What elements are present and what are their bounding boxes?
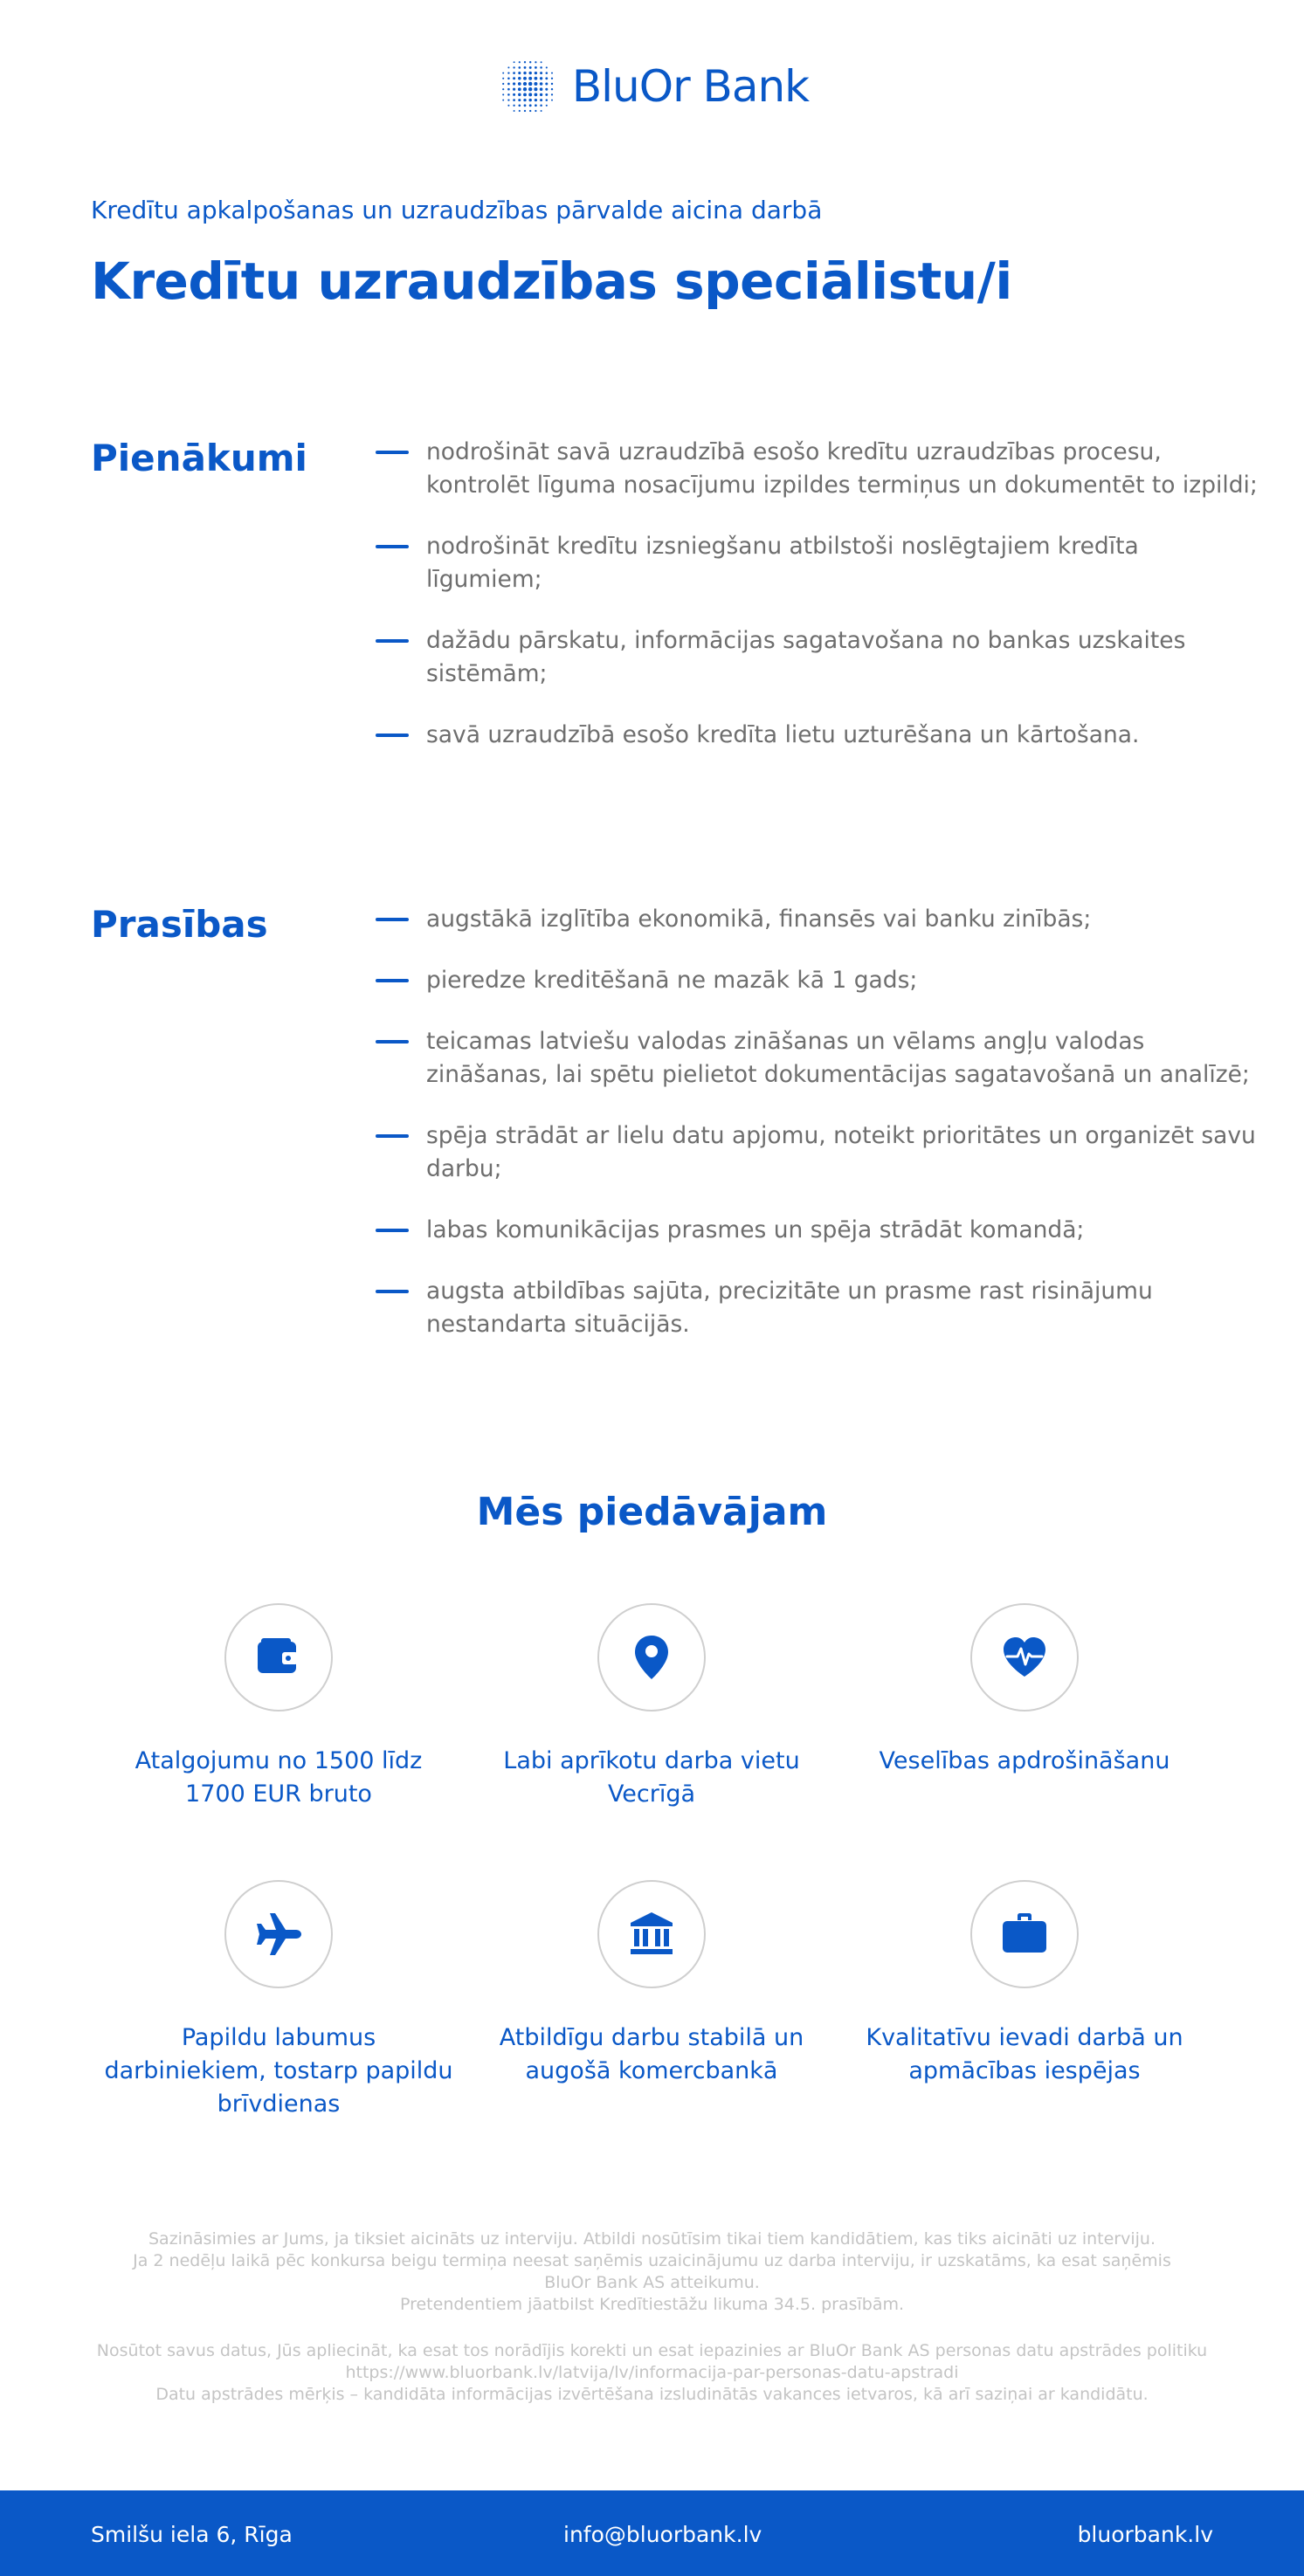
dash-icon — [376, 545, 409, 548]
brand-name: BluOr Bank — [571, 61, 810, 112]
dash-icon — [376, 1040, 409, 1043]
duty-item: nodrošināt kredītu izsniegšanu atbilstoši noslēgtajiem kredīta līgumiem; — [376, 530, 1258, 596]
duty-item: dažādu pārskatu, informācijas sagatavošana no bankas uzskaites sistēmām; — [376, 624, 1258, 691]
requirement-item: augstākā izglītība ekonomikā, finansēs vai banku zinībās; — [376, 903, 1258, 936]
bank-building-icon — [625, 1908, 678, 1960]
heart-pulse-icon — [998, 1631, 1051, 1684]
benefit-stable-bank — [477, 1880, 826, 2088]
requirements-list — [376, 903, 1258, 1369]
icon-circle — [224, 1880, 333, 1988]
requirements-heading: Prasības — [91, 903, 268, 946]
privacy-policy-link[interactable]: https://www.bluorbank.lv/latvija/lv/informacija-par-personas-datu-apstradi — [345, 2363, 959, 2382]
benefit-label: Papildu labumus darbiniekiem, tostarp papildu brīvdienas — [104, 2024, 453, 2118]
dash-icon — [376, 451, 409, 454]
icon-circle — [597, 1880, 706, 1988]
duty-item: savā uzraudzībā esošo kredīta lietu uzturēšana un kārtošana. — [376, 719, 1258, 752]
benefit-extras — [104, 1880, 453, 2121]
dash-icon — [376, 734, 409, 737]
airplane-icon — [252, 1908, 305, 1960]
benefit-label: Atalgojumu no 1500 līdz 1700 EUR bruto — [135, 1747, 423, 1808]
benefit-label: Labi aprīkotu darba vietu Vecrīgā — [503, 1747, 800, 1808]
offer-heading: Mēs piedāvājam — [476, 1490, 828, 1534]
dash-icon — [376, 1290, 409, 1293]
requirement-item: augsta atbildības sajūta, precizitāte un prasme rast risinājumu nestandarta situācijās. — [376, 1275, 1258, 1341]
dotted-globe-icon — [495, 54, 560, 119]
dash-icon — [376, 918, 409, 921]
requirement-item: teicamas latviešu valodas zināšanas un vēlams angļu valodas zināšanas, lai spētu pielietot dokumentācijas sagatavošanā un analīzē; — [376, 1025, 1258, 1092]
benefit-onboarding — [850, 1880, 1199, 2088]
footer — [0, 2490, 1304, 2576]
briefcase-icon — [998, 1908, 1051, 1960]
icon-circle — [224, 1603, 333, 1712]
benefit-label: Atbildīgu darbu stabilā un augošā komercbankā — [499, 2024, 804, 2084]
privacy-notice: Nosūtot savus datus, Jūs apliecināt, ka esat tos norādījis korekti un esat iepazinies ar BluOr Bank AS personas datu apstrādes politiku https://www.bluorbank.lv/latvija/lv/informacija-par-personas-datu-apstradi Datu apstrādes mērķis – kandidāta informācijas izvērtēšana izsludinātās vakances ietvaros, kā arī saziņai ar kandidātu. — [70, 2340, 1234, 2406]
dash-icon — [376, 1229, 409, 1232]
dash-icon — [376, 979, 409, 982]
duty-item: nodrošināt savā uzraudzībā esošo kredītu uzraudzības procesu, kontrolēt līguma nosacījumu izpildes termiņus un dokumentēt to izpildi; — [376, 436, 1258, 502]
requirement-item: pieredze kreditēšanā ne mazāk kā 1 gads; — [376, 964, 1258, 997]
requirement-item: labas komunikācijas prasmes un spēja strādāt komandā; — [376, 1214, 1258, 1247]
dash-icon — [376, 1134, 409, 1138]
icon-circle — [597, 1603, 706, 1712]
benefit-salary — [104, 1603, 453, 1811]
contact-notice: Sazināsimies ar Jums, ja tiksiet aicināts uz interviju. Atbildi nosūtīsim tikai tiem kandidātiem, kas tiks aicināti uz interviju. Ja 2 nedēļu laikā pēc konkursa beigu termiņa neesat saņēmis uzaicinājumu uz darba interviju, ir uzskatāms, ka esat saņēmis BluOr Bank AS atteikumu. Pretendentiem jāatbilst Kredītiestāžu likuma 34.5. prasībām. — [133, 2229, 1171, 2314]
duties-list — [376, 436, 1258, 780]
requirement-item: spēja strādāt ar lielu datu apjomu, noteikt prioritātes un organizēt savu darbu; — [376, 1119, 1258, 1186]
icon-circle — [970, 1880, 1079, 1988]
dash-icon — [376, 639, 409, 643]
duties-heading: Pienākumi — [91, 437, 307, 479]
benefit-label: Kvalitatīvu ievadi darbā un apmācības iespējas — [866, 2024, 1183, 2084]
page-title: Kredītu uzraudzības speciālistu/i — [91, 251, 1012, 311]
footer-address: Smilšu iela 6, Rīga — [91, 2522, 293, 2547]
icon-circle — [970, 1603, 1079, 1712]
benefit-health — [850, 1603, 1199, 1778]
page-subtitle: Kredītu apkalpošanas un uzraudzības pārvalde aicina darbā — [91, 196, 823, 224]
footer-website-link[interactable]: bluorbank.lv — [1077, 2522, 1213, 2547]
wallet-icon — [252, 1631, 305, 1684]
location-pin-icon — [625, 1631, 678, 1684]
benefit-label: Veselības apdrošināšanu — [879, 1747, 1170, 1774]
brand-logo — [0, 51, 1304, 122]
footer-email-link[interactable]: info@bluorbank.lv — [563, 2522, 762, 2547]
benefit-workplace — [477, 1603, 826, 1811]
